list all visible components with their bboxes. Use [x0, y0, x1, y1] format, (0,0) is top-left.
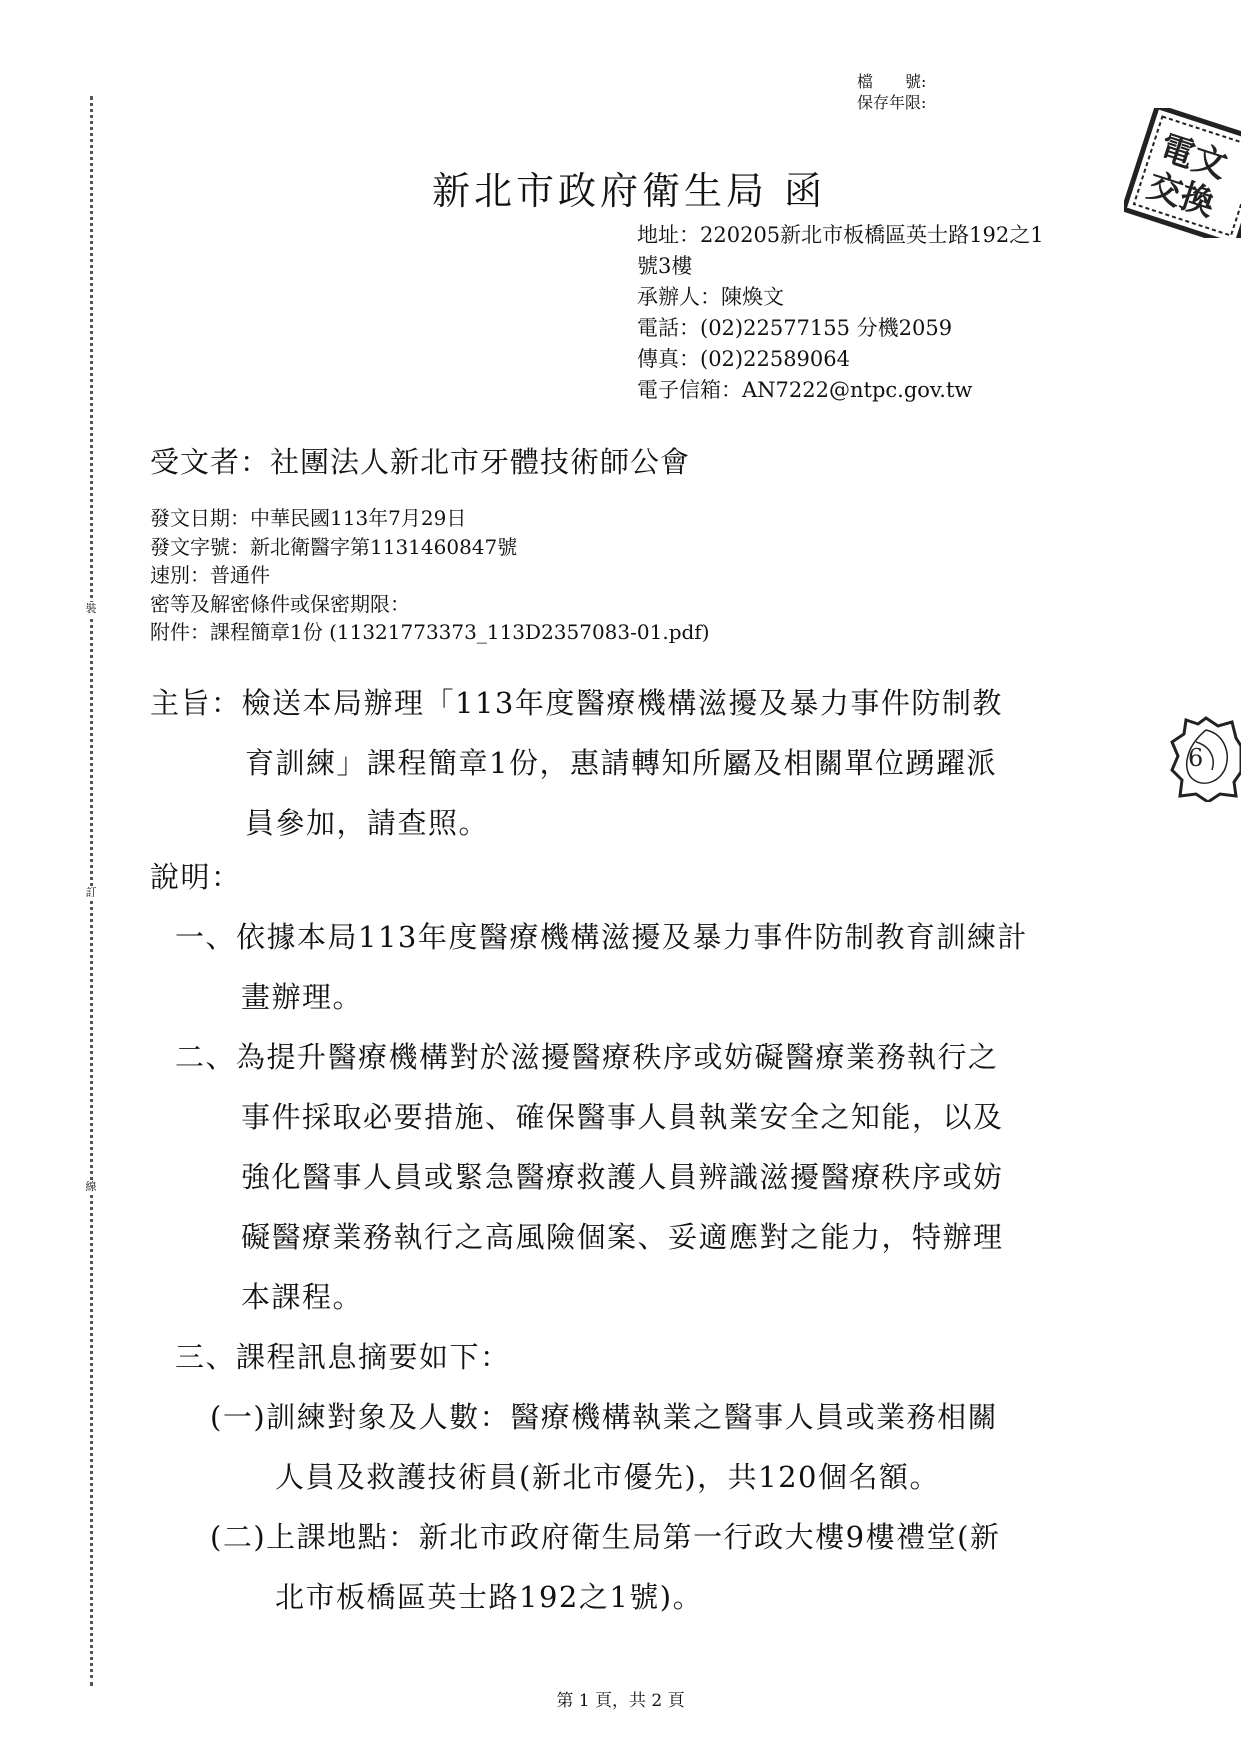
email: 電子信箱：AN7222@ntpc.gov.tw	[637, 378, 973, 402]
retention-period-label: 保存年限:	[857, 93, 927, 112]
svg-text:交換: 交換	[1142, 165, 1220, 225]
sender-info	[637, 220, 1097, 406]
electronic-exchange-stamp	[1124, 108, 1241, 238]
sub-item-2-line-1: (二)上課地點：新北市政府衛生局第一行政大樓9樓禮堂(新	[210, 1520, 1001, 1554]
item-2-line-3: 強化醫事人員或緊急醫療救護人員辨識滋擾醫療秩序或妨	[241, 1160, 1004, 1194]
attachment: 附件：課程簡章1份 (11321773373_113D2357083-01.pdf)	[150, 620, 710, 644]
item-2-line-4: 礙醫療業務執行之高風險個案、妥適應對之能力，特辦理	[241, 1220, 1004, 1254]
delivery-speed: 速別：普通件	[150, 563, 270, 587]
item-2-line-2: 事件採取必要措施、確保醫事人員執業安全之知能，以及	[241, 1100, 1004, 1134]
explanation-label: 說明：	[150, 860, 242, 894]
subject-line-3: 員參加，請查照。	[245, 806, 490, 840]
document-metadata	[150, 504, 710, 647]
address-line-1: 地址：220205新北市板橋區英士路192之1	[637, 223, 1044, 247]
recipient: 受文者：社團法人新北市牙體技術師公會	[150, 445, 691, 479]
issue-date: 發文日期：中華民國113年7月29日	[150, 506, 467, 530]
item-1-line-1: 一、依據本局113年度醫療機構滋擾及暴力事件防制教育訓練計	[175, 920, 1028, 954]
binding-mark-ding: 訂	[83, 886, 99, 900]
address-line-2: 號3樓	[637, 254, 693, 278]
svg-text:6: 6	[1188, 744, 1204, 772]
page-number: 第 1 頁，共 2 頁	[556, 1691, 685, 1711]
seal-stamp	[1166, 712, 1241, 802]
document-title: 新北市政府衛生局 函	[432, 169, 827, 213]
item-2-line-5: 本課程。	[241, 1280, 364, 1314]
phone: 電話：(02)22577155 分機2059	[637, 316, 953, 340]
item-2-line-1: 二、為提升醫療機構對於滋擾醫療秩序或妨礙醫療業務執行之	[175, 1040, 999, 1074]
secrecy-level: 密等及解密條件或保密期限：	[150, 591, 410, 616]
handler: 承辦人：陳煥文	[637, 285, 784, 309]
subject-line-1: 主旨：檢送本局辦理「113年度醫療機構滋擾及暴力事件防制教	[150, 686, 1003, 720]
file-number-label: 檔 號:	[857, 72, 927, 91]
binding-mark-zhuang: 裝	[83, 602, 99, 616]
sub-item-2-line-2: 北市板橋區英士路192之1號)。	[275, 1580, 704, 1614]
binding-mark-xian: 線	[83, 1180, 99, 1194]
document-number: 發文字號：新北衛醫字第1131460847號	[150, 534, 518, 559]
svg-text:電文: 電文	[1154, 127, 1232, 187]
sub-item-1-line-1: (一)訓練對象及人數：醫療機構執業之醫事人員或業務相關	[210, 1400, 999, 1434]
subject-line-2: 育訓練」課程簡章1份，惠請轉知所屬及相關單位踴躍派	[245, 746, 997, 780]
fax: 傳真：(02)22589064	[637, 347, 850, 371]
item-3-line-1: 三、課程訊息摘要如下：	[175, 1340, 511, 1374]
item-1-line-2: 畫辦理。	[241, 980, 364, 1014]
sub-item-1-line-2: 人員及救護技術員(新北市優先)，共120個名額。	[275, 1460, 940, 1494]
